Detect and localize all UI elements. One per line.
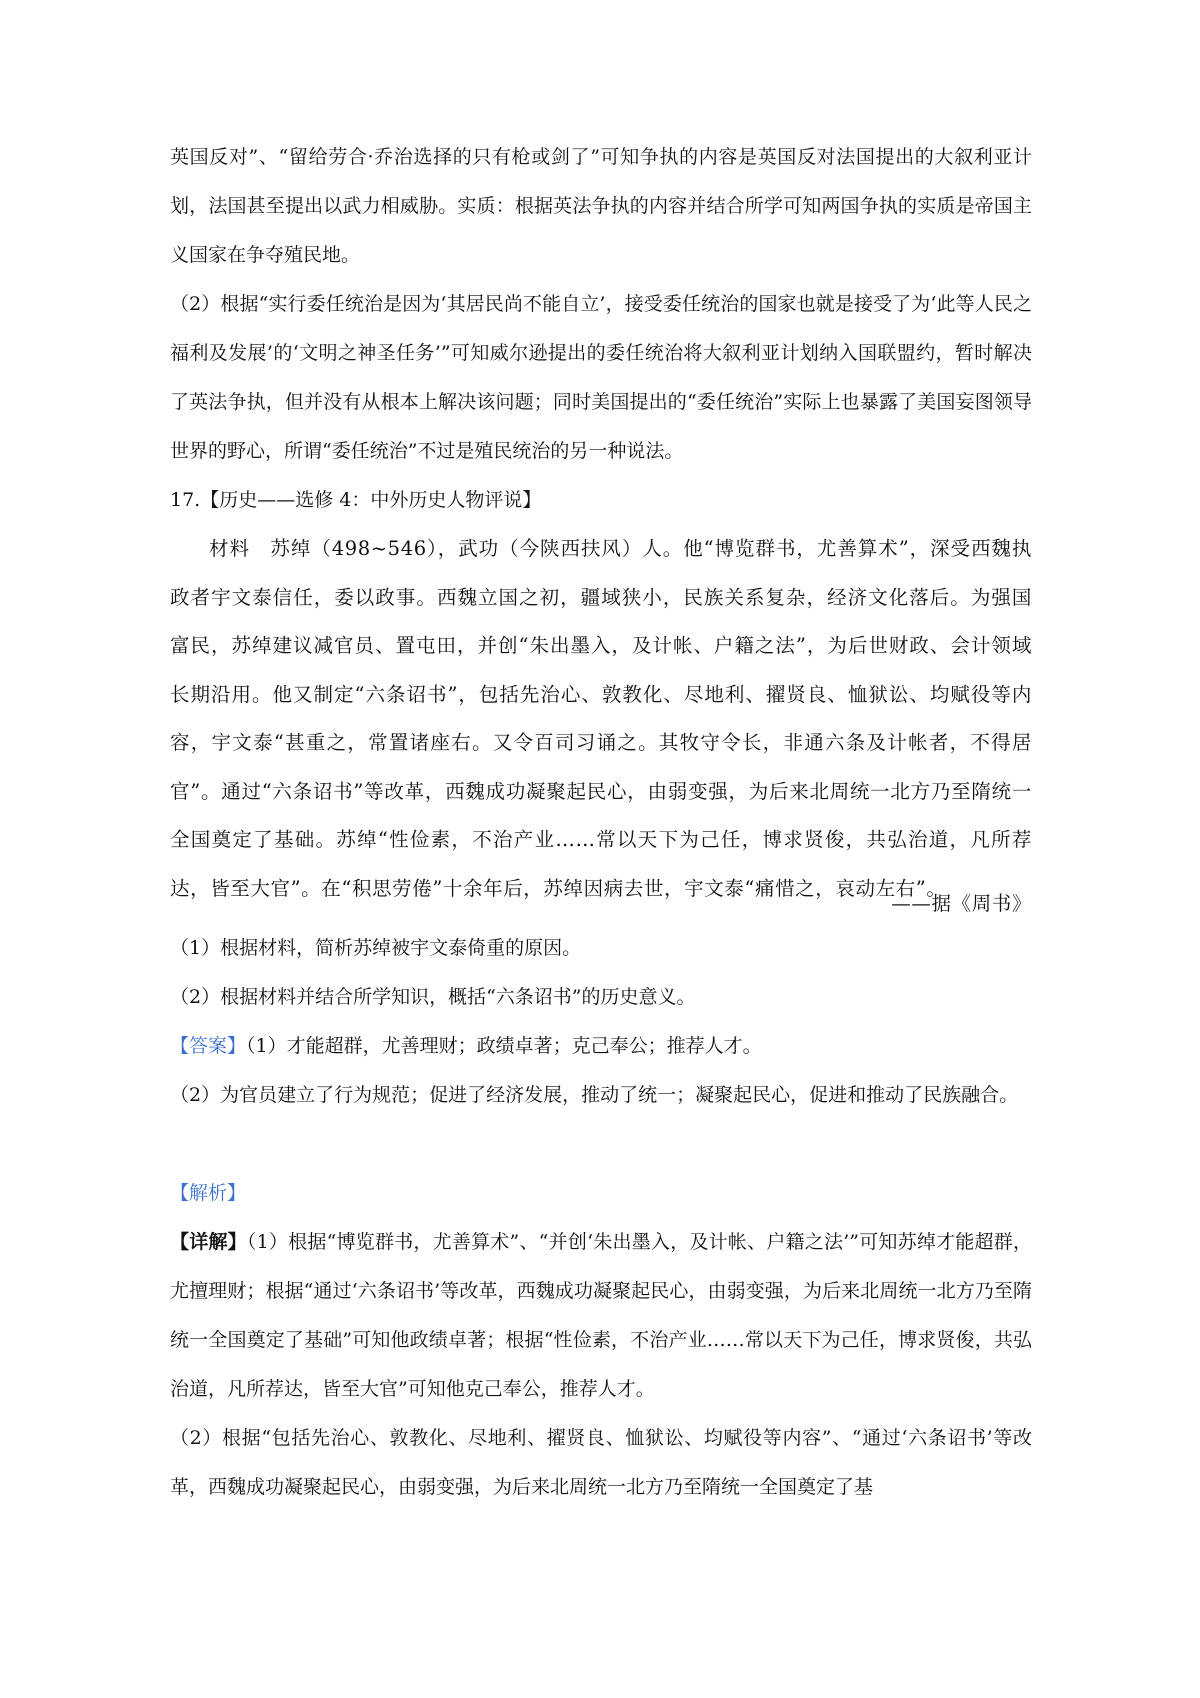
question-1: （1）根据材料，简析苏绰被宇文泰倚重的原因。: [170, 937, 582, 959]
material-source: ——据《周书》: [891, 892, 1032, 915]
question-17-title: 17.【历史——选修 4：中外历史人物评说】: [170, 489, 542, 511]
paragraph-continuation: 英国反对”、“留给劳合·乔治选择的只有枪或剑了”可知争执的内容是英国反对法国提出的大叙利亚计划，法国甚至提出以武力相威胁。实质：根据英法争执的内容并结合所学可知两国争执的实质是帝国主义国家在争夺殖民地。: [170, 146, 1032, 266]
answer-1-line: [170, 1022, 1032, 1071]
paragraph-mandate-analysis: （2）根据“实行委任统治是因为‘其居民尚不能自立’，接受委任统治的国家也就是接受了为‘此等人民之福利及发展’的‘文明之神圣任务’”可知威尔逊提出的委任统治将大叙利亚计划纳入国联盟约，暂时解决了英法争执，但并没有从根本上解决该问题；同时美国提出的“委任统治”实际上也暴露了美国妄图领导世界的野心，所谓“委任统治”不过是殖民统治的另一种说法。: [170, 293, 1032, 462]
detail-2-paragraph: （2）根据“包括先治心、敦教化、尽地利、擢贤良、恤狱讼、均赋役等内容”、“通过‘六条诏书’等改革，西魏成功凝聚起民心，由弱变强，为后来北周统一北方乃至隋统一全国奠定了基: [170, 1427, 1032, 1498]
answer-tag: 【答案】: [170, 1035, 247, 1057]
detail-tag: 【详解】: [170, 1231, 247, 1253]
detail-1-paragraph: [170, 1218, 1032, 1414]
detail-1: （1）根据“博览群书，尤善算术”、“并创‘朱出墨入，及计帐、户籍之法’”可知苏绰才能超群，尤擅理财；根据“通过‘六条诏书’等改革，西魏成功凝聚起民心，由弱变强，为后来北周统一北方乃至隋统一全国奠定了基础”可知他政绩卓著；根据“性俭素，不治产业……常以天下为己任，博求贤俊，共弘治道，凡所荐达，皆至大官”可知他克己奉公，推荐人才。: [170, 1231, 1032, 1400]
question-2: （2）根据材料并结合所学知识，概括“六条诏书”的历史意义。: [170, 986, 696, 1008]
answer-1: （1）才能超群，尤善理财；政绩卓著；克己奉公；推荐人才。: [246, 1035, 762, 1057]
material-text: 材料 苏绰（498~546），武功（今陕西扶风）人。他“博览群书，尤善算术”，深受西魏执政者宇文泰信任，委以政事。西魏立国之初，疆域狭小，民族关系复杂，经济文化落后。为强国富民，苏绰建议减官员、置屯田，并创“朱出墨入，及计帐、户籍之法”，为后世财政、会计领域长期沿用。他又制定“六条诏书”，包括先治心、敦教化、尽地利、擢贤良、恤狱讼、均赋役等内容，宇文泰“甚重之，常置诸座右。又令百司习诵之。其牧守令长，非通六条及计帐者，不得居官”。通过“六条诏书”等改革，西魏成功凝聚起民心，由弱变强，为后来北周统一北方乃至隋统一全国奠定了基础。苏绰“性俭素，不治产业……常以天下为己任，博求贤俊，共弘治道，凡所荐达，皆至大官”。在“积思劳倦”十余年后，苏绰因病去世，宇文泰“痛惜之，哀动左右”。: [170, 537, 1032, 900]
analysis-heading: [170, 1169, 1032, 1218]
answer-2: （2）为官员建立了行为规范；促进了经济发展，推动了统一；凝聚起民心，促进和推动了民族融合。: [170, 1084, 1019, 1106]
analysis-tag: 【解析】: [170, 1182, 247, 1204]
